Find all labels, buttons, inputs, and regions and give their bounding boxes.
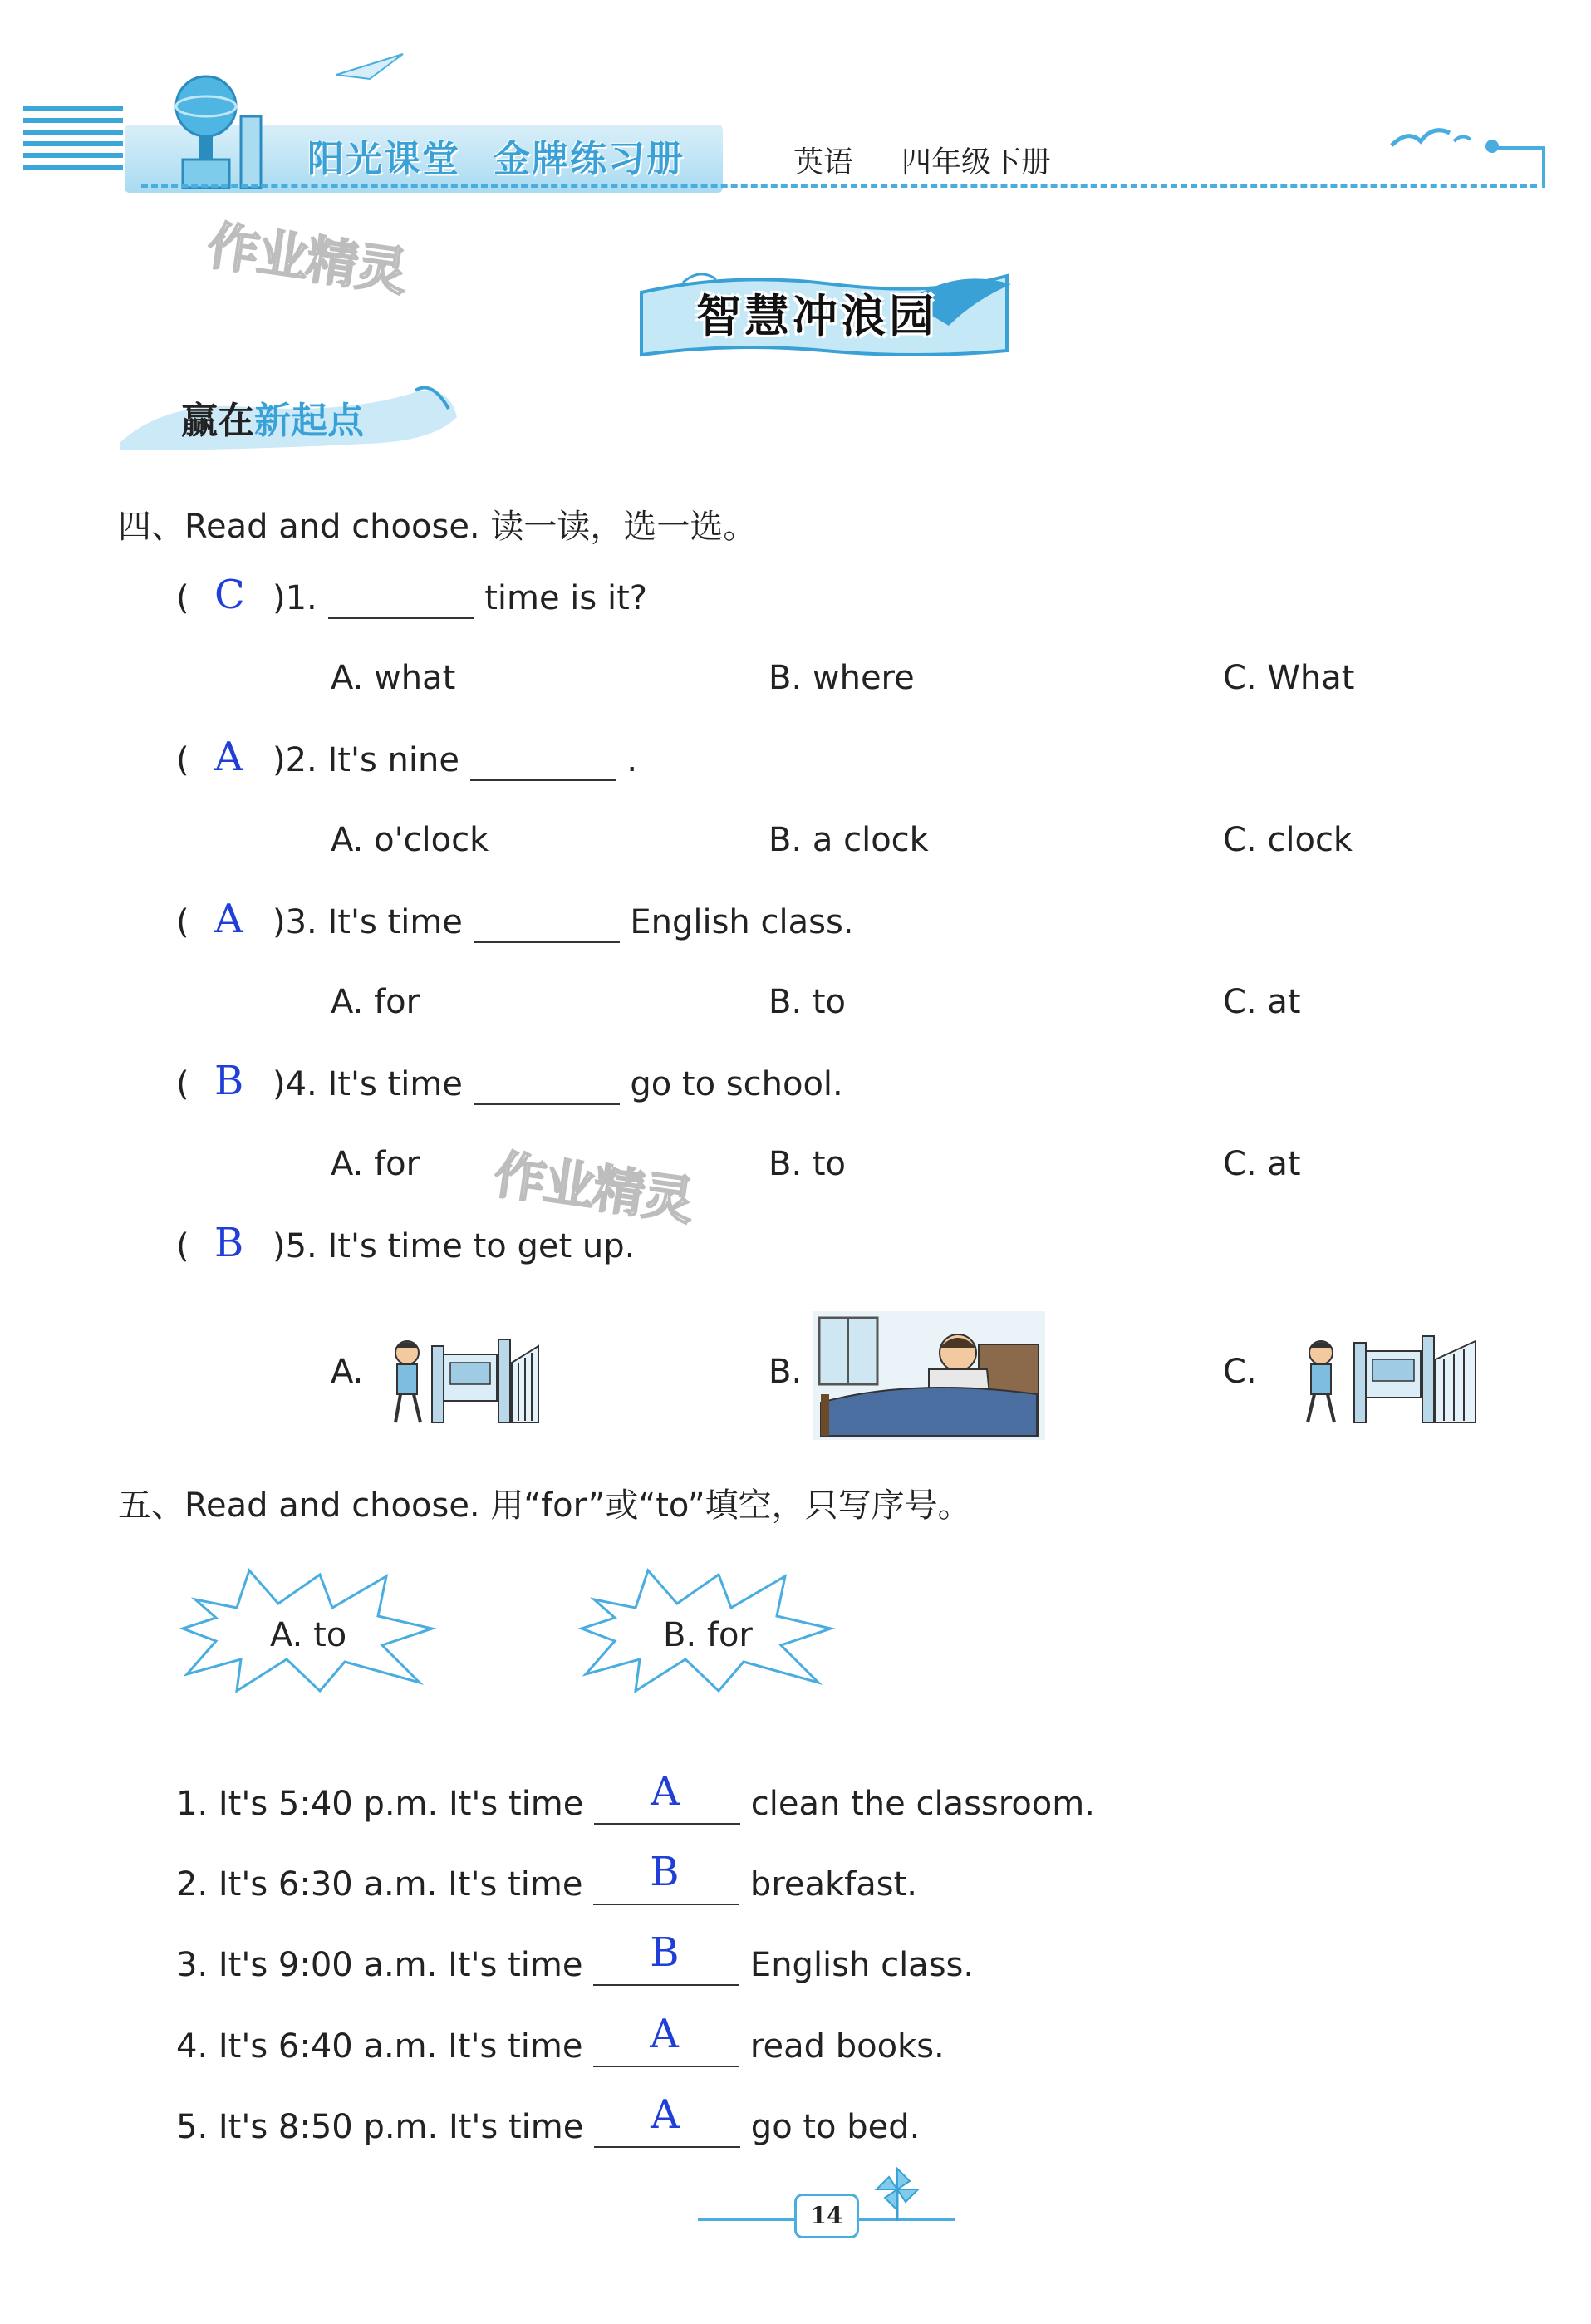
p5-item3-before: 3. It's 9:00 a.m. It's time — [176, 1946, 583, 1984]
choice-b-label: B. for — [663, 1616, 753, 1654]
q4-blank — [474, 1065, 620, 1105]
q3-line: )3. It's time English class. — [273, 903, 854, 941]
tag-title — [181, 391, 364, 444]
q5-line: )5. It's time to get up. — [273, 1227, 636, 1265]
birds-icon — [1387, 116, 1479, 158]
q1-blank — [328, 579, 474, 619]
p5-item4 — [176, 2011, 945, 2067]
q4-paren: ( — [176, 1065, 189, 1103]
q5-option-a: A. — [331, 1353, 364, 1391]
q5-paren: ( — [176, 1227, 189, 1265]
q3-option-b: B. to — [768, 983, 847, 1021]
q4-before: It's time — [327, 1065, 463, 1103]
q5-answer: B — [214, 1220, 244, 1266]
page-number: 14 — [794, 2194, 859, 2238]
q2-after: . — [626, 741, 638, 779]
paper-plane-icon — [332, 50, 407, 83]
q5-num: 5. — [285, 1227, 317, 1265]
q5-option-c: C. — [1223, 1353, 1257, 1391]
q2-option-b: B. a clock — [768, 821, 929, 859]
tag-title-part1: 赢在 — [181, 400, 254, 442]
q5-before: It's time to get up. — [327, 1227, 636, 1265]
p5-item4-after: read books. — [749, 2027, 945, 2066]
q1-answer: C — [214, 572, 245, 618]
p5-item2-blank — [593, 1849, 739, 1905]
grade-label: 四年级下册 — [901, 145, 1052, 179]
q5-option-b: B. — [768, 1353, 803, 1391]
p5-item4-before: 4. It's 6:40 a.m. It's time — [176, 2027, 583, 2066]
q2-blank — [470, 741, 616, 781]
boy-getting-up-in-bed-image-b — [813, 1311, 1045, 1440]
p5-item5-answer: A — [651, 2091, 680, 2138]
p5-item3 — [176, 1929, 975, 1986]
watermark-top: 作业精灵 — [204, 214, 410, 303]
section-banner-title: 智慧冲浪园 — [696, 290, 937, 342]
header-stripes — [23, 106, 123, 189]
q3-option-c: C. at — [1223, 983, 1301, 1021]
p5-item3-answer: B — [650, 1929, 680, 1976]
p5-item4-answer: A — [650, 2011, 679, 2057]
subject-label: 英语 — [793, 145, 854, 179]
p5-item2-after: breakfast. — [749, 1865, 917, 1904]
q2-line: )2. It's nine . — [273, 741, 638, 779]
q3-option-a: A. for — [331, 983, 420, 1021]
part5-title: 五、Read and choose. 用“for”或“to”填空，只写序号。 — [118, 1486, 971, 1525]
q1-line: )1. time is it? — [273, 579, 647, 617]
choice-a-label: A. to — [270, 1616, 347, 1654]
p5-item2 — [176, 1849, 917, 1905]
q4-option-c: C. at — [1223, 1145, 1301, 1183]
p5-item2-before: 2. It's 6:30 a.m. It's time — [176, 1865, 583, 1904]
q3-after: English class. — [630, 903, 854, 941]
series-title — [307, 129, 685, 182]
q4-after: go to school. — [630, 1065, 843, 1103]
q1-option-c: C. What — [1223, 659, 1355, 697]
p5-item1-blank — [594, 1768, 740, 1825]
q2-option-c: C. clock — [1223, 821, 1353, 859]
q4-option-b: B. to — [768, 1145, 847, 1183]
header-corner — [1495, 146, 1545, 188]
series-title-2: 金牌练习册 — [494, 138, 685, 180]
header-dot — [1485, 140, 1499, 153]
q3-paren: ( — [176, 903, 189, 941]
p5-item5-after: go to bed. — [750, 2108, 921, 2146]
q3-num: 3. — [285, 903, 317, 941]
p5-item1-after: clean the classroom. — [750, 1785, 1095, 1823]
header-rule — [141, 184, 1537, 188]
p5-item3-blank — [593, 1929, 739, 1986]
p5-item5-blank — [594, 2091, 740, 2148]
q2-answer: A — [214, 734, 243, 780]
boy-at-school-gate-image-c — [1279, 1329, 1479, 1429]
q4-num: 4. — [285, 1065, 317, 1103]
q2-option-a: A. o'clock — [331, 821, 489, 859]
q1-option-b: B. where — [768, 659, 915, 697]
p5-item4-blank — [593, 2011, 739, 2067]
q2-before: It's nine — [327, 741, 459, 779]
tag-title-part2: 新起点 — [254, 400, 364, 442]
p5-item2-answer: B — [650, 1849, 680, 1895]
watermark-middle: 作业精灵 — [490, 1143, 697, 1232]
boy-at-school-gate-image-a — [382, 1329, 540, 1429]
p5-item1-before: 1. It's 5:40 p.m. It's time — [176, 1785, 584, 1823]
p5-item1 — [176, 1768, 1095, 1825]
q2-num: 2. — [285, 741, 317, 779]
p5-item5 — [176, 2091, 921, 2148]
pinwheel-icon — [872, 2164, 922, 2223]
q3-blank — [474, 903, 620, 943]
p5-item1-answer: A — [651, 1768, 680, 1815]
q3-before: It's time — [327, 903, 463, 941]
q4-line: )4. It's time go to school. — [273, 1065, 843, 1103]
q1-paren: ( — [176, 579, 189, 617]
q4-option-a: A. for — [331, 1145, 420, 1183]
series-title-1: 阳光课堂 — [307, 138, 460, 180]
q3-answer: A — [214, 896, 243, 942]
p5-item3-after: English class. — [749, 1946, 975, 1984]
p5-item5-before: 5. It's 8:50 p.m. It's time — [176, 2108, 584, 2146]
q1-num: 1. — [285, 579, 317, 617]
q1-after: time is it? — [484, 579, 647, 617]
q4-answer: B — [214, 1058, 244, 1104]
part4-title: 四、Read and choose. 读一读，选一选。 — [118, 508, 757, 546]
q1-option-a: A. what — [331, 659, 456, 697]
globe-lamp-icon — [158, 66, 282, 191]
q2-paren: ( — [176, 741, 189, 779]
